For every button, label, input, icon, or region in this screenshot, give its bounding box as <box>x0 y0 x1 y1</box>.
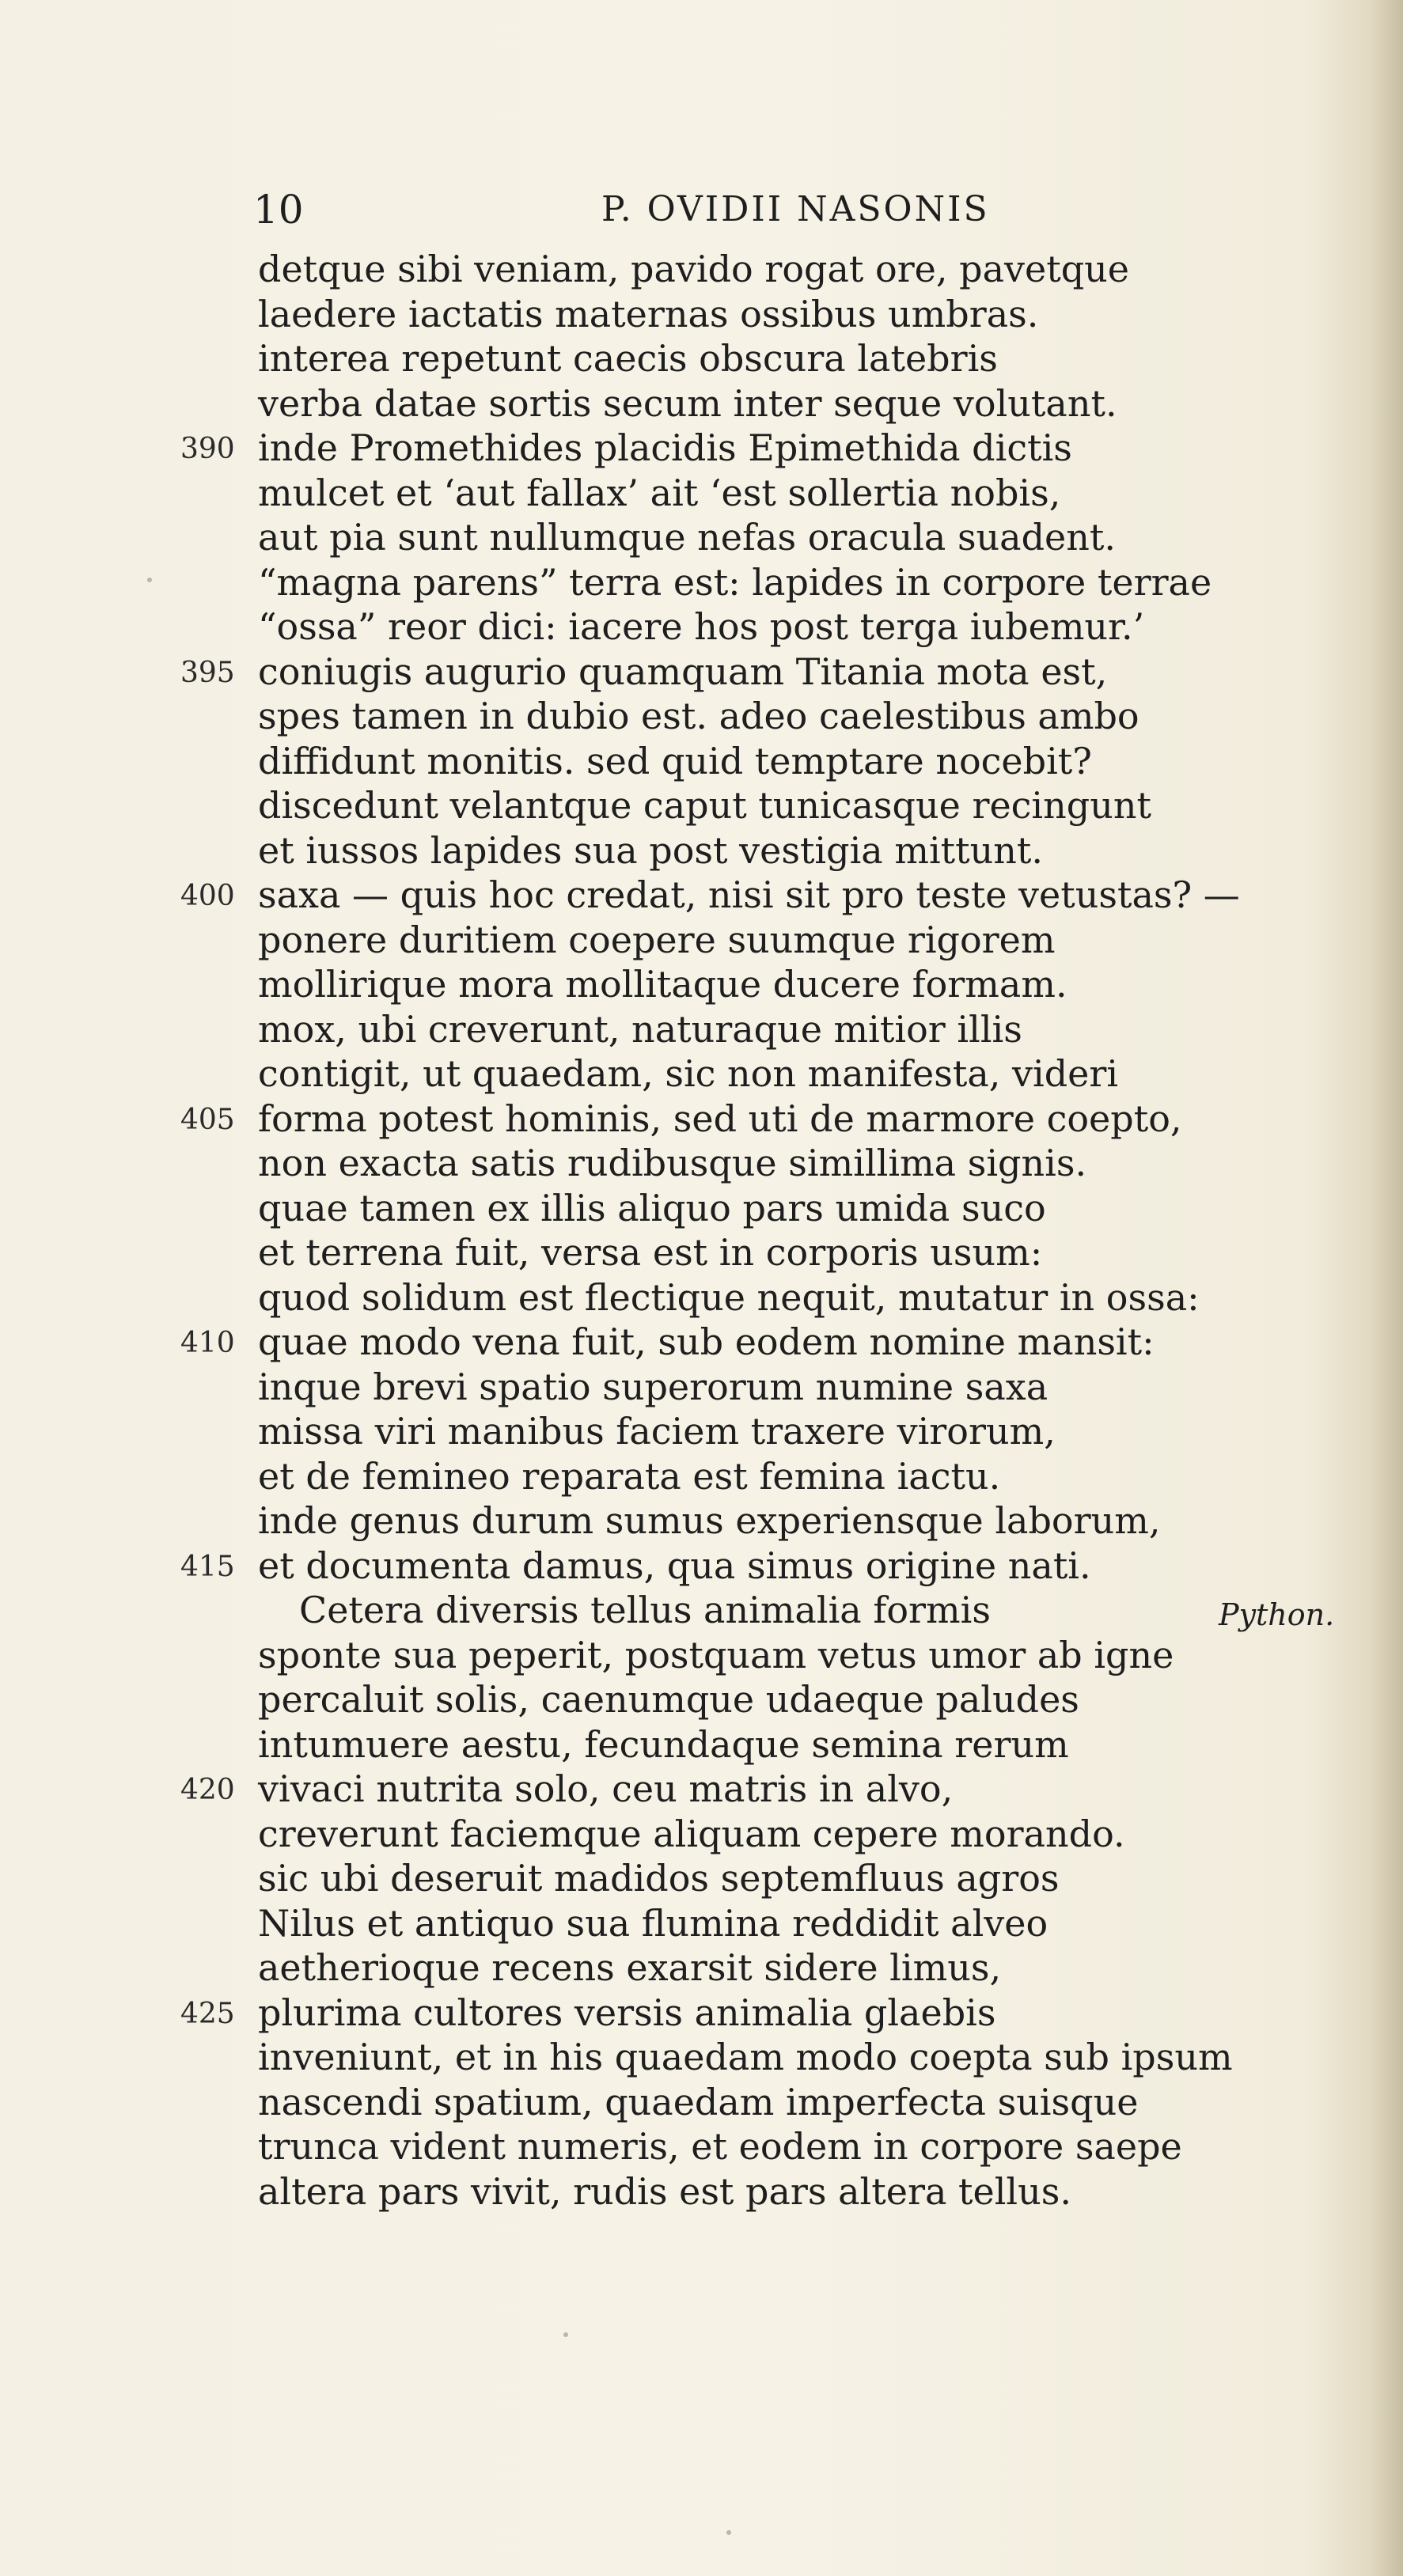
verse-line <box>180 1812 1352 1857</box>
verse-line <box>180 292 1352 337</box>
verse-line <box>180 1588 1352 1633</box>
verse-text: spes tamen in dubio est. adeo caelestibus ambo <box>258 695 1139 737</box>
verse-text: inque brevi spatio superorum numine saxa <box>258 1365 1048 1408</box>
verse-line <box>180 1856 1352 1901</box>
verse-text: aetherioque recens exarsit sidere limus, <box>258 1946 1002 1989</box>
verse-block <box>180 247 1352 2214</box>
verse-line <box>180 1498 1352 1544</box>
verse-text: percaluit solis, caenumque udaeque paludes <box>258 1678 1079 1721</box>
verse-line <box>180 336 1352 381</box>
verse-line <box>180 828 1352 873</box>
verse-line <box>180 873 1352 918</box>
verse-text: inde Promethides placidis Epimethida dictis <box>258 426 1072 469</box>
line-number: 420 <box>180 1774 235 1806</box>
paper-speck <box>726 2530 731 2535</box>
verse-text: laedere iactatis maternas ossibus umbras. <box>258 292 1039 335</box>
verse-line <box>180 2169 1352 2214</box>
verse-line <box>180 1320 1352 1365</box>
verse-text: vivaci nutrita solo, ceu matris in alvo, <box>258 1767 954 1810</box>
paper-speck <box>563 2332 568 2337</box>
verse-text: contigit, ut quaedam, sic non manifesta, videri <box>258 1052 1119 1095</box>
verse-text: et terrena fuit, versa est in corporis usum: <box>258 1231 1043 1274</box>
verse-text: missa viri manibus faciem traxere virorum, <box>258 1410 1056 1453</box>
verse-text: detque sibi veniam, pavido rogat ore, pavetque <box>258 248 1130 290</box>
verse-line <box>180 1365 1352 1410</box>
verse-text: mollirique mora mollitaque ducere formam. <box>258 963 1067 1006</box>
verse-text: inde genus durum sumus experiensque laborum, <box>258 1499 1161 1542</box>
verse-text: coniugis augurio quamquam Titania mota est, <box>258 650 1108 693</box>
verse-text: verba datae sortis secum inter seque volutant. <box>258 381 1117 425</box>
verse-text: inveniunt, et in his quaedam modo coepta sub ipsum <box>258 2036 1233 2078</box>
verse-line <box>180 739 1352 784</box>
verse-line <box>180 1722 1352 1767</box>
verse-text: Nilus et antiquo sua flumina reddidit alveo <box>258 1901 1048 1945</box>
verse-line <box>180 1230 1352 1275</box>
verse-line <box>180 1767 1352 1812</box>
verse-text: “magna parens” terra est: lapides in corpore terrae <box>258 560 1212 604</box>
verse-text: forma potest hominis, sed uti de marmore coepto, <box>258 1097 1182 1140</box>
verse-line <box>180 1991 1352 2036</box>
verse-line <box>180 1633 1352 1678</box>
verse-text: sponte sua peperit, postquam vetus umor ab igne <box>258 1633 1174 1676</box>
verse-line <box>180 1097 1352 1142</box>
verse-text: et iussos lapides sua post vestigia mittunt. <box>258 828 1044 872</box>
verse-line <box>180 515 1352 560</box>
verse-line <box>180 1051 1352 1097</box>
verse-line <box>180 1409 1352 1454</box>
line-number: 400 <box>180 880 235 912</box>
verse-text: mox, ubi creverunt, naturaque mitior illis <box>258 1007 1022 1051</box>
verse-line <box>180 1007 1352 1052</box>
verse-text: mulcet et ‘aut fallax’ ait ‘est sollertia nobis, <box>258 471 1061 514</box>
verse-text: quae tamen ex illis aliquo pars umida suco <box>258 1186 1046 1229</box>
verse-line <box>180 2124 1352 2169</box>
verse-line <box>180 426 1352 471</box>
verse-text: diffidunt monitis. sed quid temptare nocebit? <box>258 739 1092 782</box>
verse-line <box>180 1544 1352 1589</box>
verse-text: ponere duritiem coepere suumque rigorem <box>258 918 1056 961</box>
line-number: 415 <box>180 1550 235 1583</box>
line-number: 395 <box>180 656 235 689</box>
verse-line <box>180 1186 1352 1231</box>
verse-line <box>180 471 1352 516</box>
verse-line <box>180 783 1352 828</box>
verse-text: et de femineo reparata est femina iactu. <box>258 1454 1001 1498</box>
verse-line <box>180 247 1352 292</box>
verse-line <box>180 1945 1352 1991</box>
verse-text: sic ubi deseruit madidos septemfluus agros <box>258 1857 1060 1900</box>
verse-text: quae modo vena fuit, sub eodem nomine mansit: <box>258 1320 1155 1363</box>
verse-text: saxa — quis hoc credat, nisi sit pro teste vetustas? — <box>258 873 1240 916</box>
line-number: 390 <box>180 433 235 465</box>
verse-line <box>180 604 1352 650</box>
header-title: P. OVIDII NASONIS <box>601 189 990 229</box>
verse-text: Cetera diversis tellus animalia formis <box>299 1589 991 1631</box>
verse-text: quod solidum est flectique nequit, mutatur in ossa: <box>258 1275 1200 1319</box>
running-head <box>253 182 1242 237</box>
verse-line <box>180 381 1352 426</box>
verse-text: intumuere aestu, fecundaque semina rerum <box>258 1722 1069 1766</box>
verse-text: et documenta damus, qua simus origine nati. <box>258 1544 1091 1587</box>
verse-line <box>180 1275 1352 1320</box>
verse-text: aut pia sunt nullumque nefas oracula suadent. <box>258 516 1117 559</box>
verse-line <box>180 1454 1352 1499</box>
verse-line <box>180 650 1352 695</box>
verse-line <box>180 962 1352 1007</box>
verse-line <box>180 2035 1352 2080</box>
verse-line <box>180 1141 1352 1186</box>
verse-line <box>180 918 1352 963</box>
line-number: 405 <box>180 1103 235 1136</box>
verse-text: “ossa” reor dici: iacere hos post terga iubemur.’ <box>258 605 1145 648</box>
verse-text: trunca vident numeris, et eodem in corpore saepe <box>258 2125 1182 2168</box>
verse-text: discedunt velantque caput tunicasque recingunt <box>258 784 1151 827</box>
verse-line <box>180 1901 1352 1946</box>
page-edge-shadow <box>1371 0 1403 2576</box>
verse-text: interea repetunt caecis obscura latebris <box>258 337 998 380</box>
line-number: 425 <box>180 1997 235 2030</box>
verse-line <box>180 694 1352 739</box>
verse-text: plurima cultores versis animalia glaebis <box>258 1991 996 2034</box>
verse-text: non exacta satis rudibusque simillima signis. <box>258 1142 1087 1184</box>
paper-speck <box>147 578 152 582</box>
verse-line <box>180 560 1352 605</box>
verse-text: altera pars vivit, rudis est pars altera tellus. <box>258 2169 1071 2213</box>
verse-line <box>180 2080 1352 2125</box>
line-number: 410 <box>180 1327 235 1359</box>
verse-text: nascendi spatium, quaedam imperfecta suisque <box>258 2080 1139 2123</box>
marginal-note: Python. <box>1219 1597 1335 1632</box>
verse-text: creverunt faciemque aliquam cepere morando. <box>258 1812 1125 1855</box>
verse-line <box>180 1677 1352 1722</box>
page-number: 10 <box>253 187 304 233</box>
